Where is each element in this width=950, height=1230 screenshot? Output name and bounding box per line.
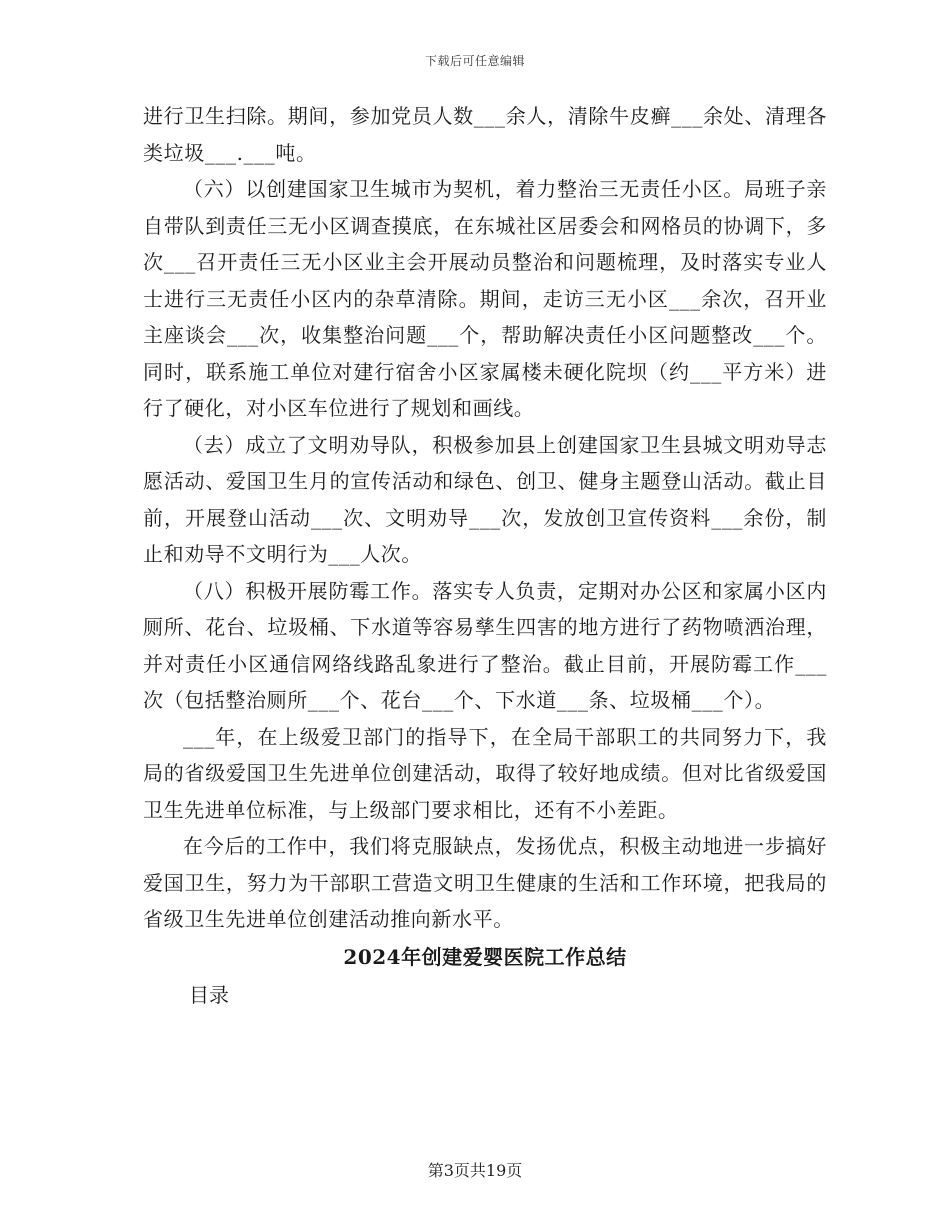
paragraph-6: 在今后的工作中，我们将克服缺点，发扬优点，积极主动地进一步搞好爱国卫生，努力为干部职工营造文明卫生健康的生活和工作环境，把我局的省级卫生先进单位创建活动推向新水平。 (143, 834, 827, 931)
paragraph-1: 进行卫生扫除。期间，参加党员人数___余人，清除牛皮癣___余处、清理各类垃圾___.___吨。 (143, 104, 827, 165)
paragraph-3: （去）成立了文明劝导队，积极参加县上创建国家卫生县城文明劝导志愿活动、爱国卫生月的宣传活动和绿色、创卫、健身主题登山活动。截止目前，开展登山活动___次、文明劝导___次，发放创卫宣传资料___余份，制止和劝导不文明行为___人次。 (143, 432, 827, 566)
paragraph-2: （六）以创建国家卫生城市为契机，着力整治三无责任小区。局班子亲自带队到责任三无小区调查摸底，在东城社区居委会和网格员的协调下，多次___召开责任三无小区业主会开展动员整治和问题梳理，及时落实专业人士进行三无责任小区内的杂草清除。期间，走访三无小区___余次，召开业主座谈会___次，收集整治问题___个，帮助解决责任小区问题整改___个。同时，联系施工单位对建行宿舍小区家属楼未硬化院坝（约___平方米）进行了硬化，对小区车位进行了规划和画线。 (143, 177, 827, 420)
section-title: 2024年创建爱婴医院工作总结 (343, 944, 627, 969)
toc-label: 目录 (189, 982, 229, 1007)
paragraph-5: ___年，在上级爱卫部门的指导下，在全局干部职工的共同努力下，我局的省级爱国卫生先进单位创建活动，取得了较好地成绩。但对比省级爱国卫生先进单位标准，与上级部门要求相比，还有不小差距。 (143, 724, 827, 822)
page-footer: 第3页共19页 (427, 1161, 523, 1180)
page-header: 下载后可任意编辑 (424, 54, 525, 68)
paragraph-4: （八）积极开展防霉工作。落实专人负责，定期对办公区和家属小区内厕所、花台、垃圾桶、下水道等容易孳生四害的地方进行了药物喷洒治理，并对责任小区通信网络线路乱象进行了整治。截止目前，开展防霉工作___次（包括整治厕所___个、花台___个、下水道___条、垃圾桶___个）。 (143, 578, 827, 712)
document-body (143, 98, 827, 1014)
